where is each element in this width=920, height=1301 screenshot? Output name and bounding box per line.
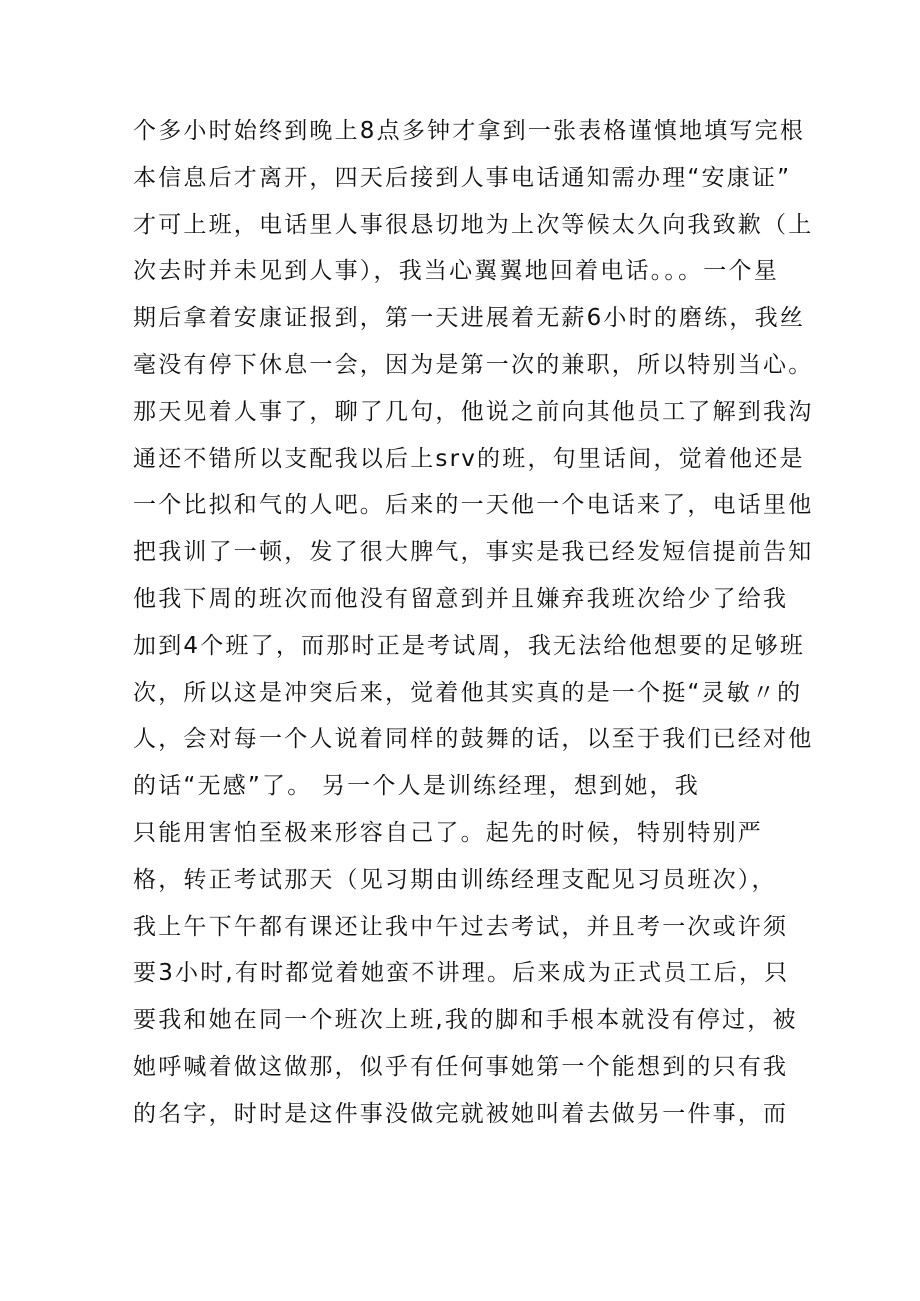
text-line: 才可上班，电话里人事很恳切地为上次等候太久向我致歉（上 xyxy=(133,211,814,238)
text-line: 次，所以这是冲突后来，觉着他其实真的是一个挺“灵敏〃的 xyxy=(133,679,803,706)
text-line: 本信息后才离开，四天后接到人事电话通知需办理“安康证” xyxy=(133,164,792,191)
text-line: 把我训了一顿，发了很大脾气，事实是我已经发短信提前告知 xyxy=(133,539,814,566)
text-line: 要我和她在同一个班次上班,我的脚和手根本就没有停过，被 xyxy=(133,1007,798,1034)
text-line: 毫没有停下休息一会，因为是第一次的兼职，所以特别当心。 xyxy=(133,351,814,378)
text-line: 加到4个班了，而那时正是考试周，我无法给他想要的足够班 xyxy=(133,632,806,659)
body-paragraph xyxy=(133,108,813,1138)
text-line: 格，转正考试那天（见习期由训练经理支配见习员班次）， xyxy=(133,866,777,893)
text-line: 我上午下午都有课还让我中午过去考试，并且考一次或许须 xyxy=(133,913,789,940)
text-line: 只能用害怕至极来形容自己了。起先的时候，特别特别严 xyxy=(133,819,763,846)
text-line: 她呼喊着做这做那，似乎有任何事她第一个能想到的只有我 xyxy=(133,1053,789,1080)
text-line: 一个比拟和气的人吧。后来的一天他一个电话来了，电话里他 xyxy=(133,492,814,519)
text-line: 那天见着人事了，聊了几句，他说之前向其他员工了解到我沟 xyxy=(133,398,814,425)
text-line: 他我下周的班次而他没有留意到并且嫌弃我班次给少了给我 xyxy=(133,585,789,612)
text-line: 通还不错所以支配我以后上srv的班，句里话间，觉着他还是 xyxy=(133,445,805,472)
text-line: 的名字，时时是这件事没做完就被她叫着去做另一件事，而 xyxy=(133,1100,789,1127)
text-line: 个多小时始终到晚上8点多钟才拿到一张表格谨慎地填写完根 xyxy=(133,118,806,144)
text-line: 人，会对每一个人说着同样的鼓舞的话，以至于我们已经对他 xyxy=(133,726,814,753)
text-line: 期后拿着安康证报到，第一天进展着无薪6小时的磨练，我丝 xyxy=(133,305,806,332)
text-line: 次去时并未见到人事），我当心翼翼地回着电话。。。一个星 xyxy=(133,258,779,285)
text-line: 的话“无感”了。 另一个人是训练经理，想到她，我 xyxy=(133,773,700,800)
text-line: 要3小时,有时都觉着她蛮不讲理。后来成为正式员工后，只 xyxy=(133,960,790,987)
